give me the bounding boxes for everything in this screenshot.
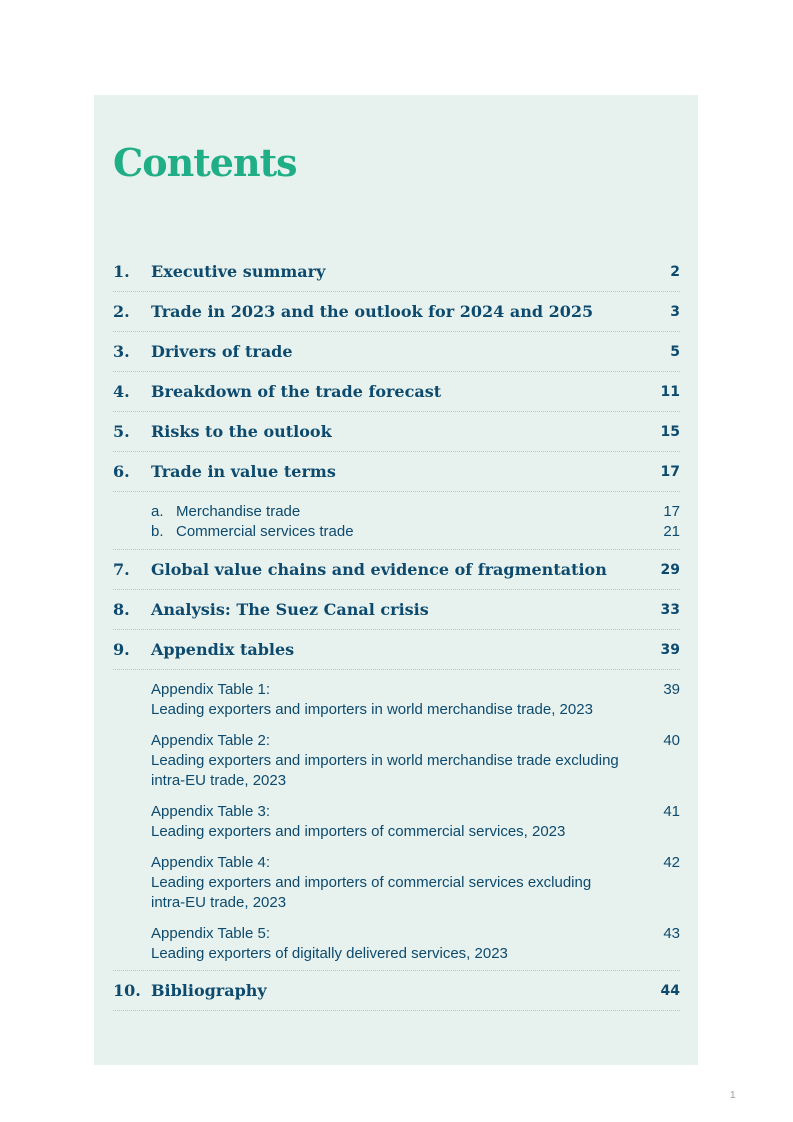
footer-page-number: 1 [730, 1090, 736, 1101]
toc-subentry-letter: b. [151, 523, 164, 540]
appendix-page: 42 [663, 854, 680, 871]
appendix-description: Leading exporters of digitally delivered services, 2023 [151, 945, 508, 962]
toc-entry-page: 3 [670, 303, 680, 320]
appendix-page: 39 [663, 681, 680, 698]
toc-entry-page: 17 [660, 463, 680, 480]
toc-entry-page: 29 [660, 561, 680, 578]
toc-entry-10[interactable] [113, 971, 680, 1011]
toc-entry-page: 44 [660, 982, 680, 999]
toc-entry-page: 2 [670, 263, 680, 280]
toc-subentry-page: 21 [663, 523, 680, 540]
toc-entry-label: Trade in 2023 and the outlook for 2024 and 2025 [151, 302, 594, 321]
toc-entry-number: 4. [113, 382, 130, 401]
toc-entry-label: Bibliography [151, 981, 267, 1000]
toc-entry-8[interactable] [113, 590, 680, 630]
page-title: Contents [113, 140, 297, 185]
toc-appendix-table-1[interactable] [151, 680, 680, 720]
toc-entry-label: Risks to the outlook [151, 422, 332, 441]
toc-subentries-6 [113, 492, 680, 550]
toc-entry-5[interactable] [113, 412, 680, 452]
table-of-contents [113, 252, 680, 1011]
toc-subentry-page: 17 [663, 503, 680, 520]
toc-entry-label: Appendix tables [151, 640, 295, 659]
toc-entry-page: 39 [660, 641, 680, 658]
toc-entry-number: 1. [113, 262, 130, 281]
toc-entry-page: 11 [660, 383, 680, 400]
toc-entry-label: Executive summary [151, 262, 326, 281]
toc-entry-number: 3. [113, 342, 130, 361]
toc-subentry-merchandise[interactable] [151, 502, 680, 522]
appendix-title: Appendix Table 1: [151, 681, 270, 698]
appendix-description: Leading exporters and importers in world merchandise trade excluding [151, 752, 619, 769]
appendix-description-cont: intra-EU trade, 2023 [151, 772, 287, 789]
toc-entry-number: 9. [113, 640, 130, 659]
toc-entry-label: Breakdown of the trade forecast [151, 382, 442, 401]
toc-entry-number: 7. [113, 560, 130, 579]
toc-entry-label: Drivers of trade [151, 342, 293, 361]
appendix-description: Leading exporters and importers of commercial services excluding [151, 874, 592, 891]
toc-entry-label: Trade in value terms [151, 462, 336, 481]
toc-appendix-table-4[interactable] [151, 853, 680, 913]
toc-subentry-label: Merchandise trade [176, 503, 301, 520]
toc-subentry-label: Commercial services trade [176, 523, 354, 540]
toc-appendix-table-2[interactable] [151, 731, 680, 791]
toc-entry-page: 15 [660, 423, 680, 440]
appendix-title: Appendix Table 5: [151, 925, 270, 942]
appendix-description: Leading exporters and importers in world merchandise trade, 2023 [151, 701, 593, 718]
appendix-page: 41 [663, 803, 680, 820]
toc-appendix-table-3[interactable] [151, 802, 680, 842]
appendix-page: 43 [663, 925, 680, 942]
toc-entry-3[interactable] [113, 332, 680, 372]
toc-entry-number: 10. [113, 981, 141, 1000]
appendix-title: Appendix Table 4: [151, 854, 270, 871]
toc-entry-4[interactable] [113, 372, 680, 412]
toc-entry-label: Global value chains and evidence of fragmentation [151, 560, 607, 579]
toc-entry-number: 8. [113, 600, 130, 619]
appendix-description: Leading exporters and importers of commercial services, 2023 [151, 823, 566, 840]
toc-entry-6[interactable] [113, 452, 680, 492]
toc-entry-7[interactable] [113, 550, 680, 590]
appendix-title: Appendix Table 2: [151, 732, 270, 749]
toc-subentry-letter: a. [151, 503, 164, 520]
toc-entry-label: Analysis: The Suez Canal crisis [151, 600, 429, 619]
appendix-title: Appendix Table 3: [151, 803, 270, 820]
appendix-description-cont: intra-EU trade, 2023 [151, 894, 287, 911]
appendix-page: 40 [663, 732, 680, 749]
toc-entry-number: 6. [113, 462, 130, 481]
toc-subentry-services[interactable] [151, 522, 680, 542]
toc-entry-page: 5 [670, 343, 680, 360]
toc-entry-2[interactable] [113, 292, 680, 332]
toc-entry-number: 5. [113, 422, 130, 441]
toc-appendix-list [113, 670, 680, 971]
toc-entry-9[interactable] [113, 630, 680, 670]
toc-entry-page: 33 [660, 601, 680, 618]
toc-entry-1[interactable] [113, 252, 680, 292]
toc-appendix-table-5[interactable] [151, 924, 680, 964]
toc-entry-number: 2. [113, 302, 130, 321]
